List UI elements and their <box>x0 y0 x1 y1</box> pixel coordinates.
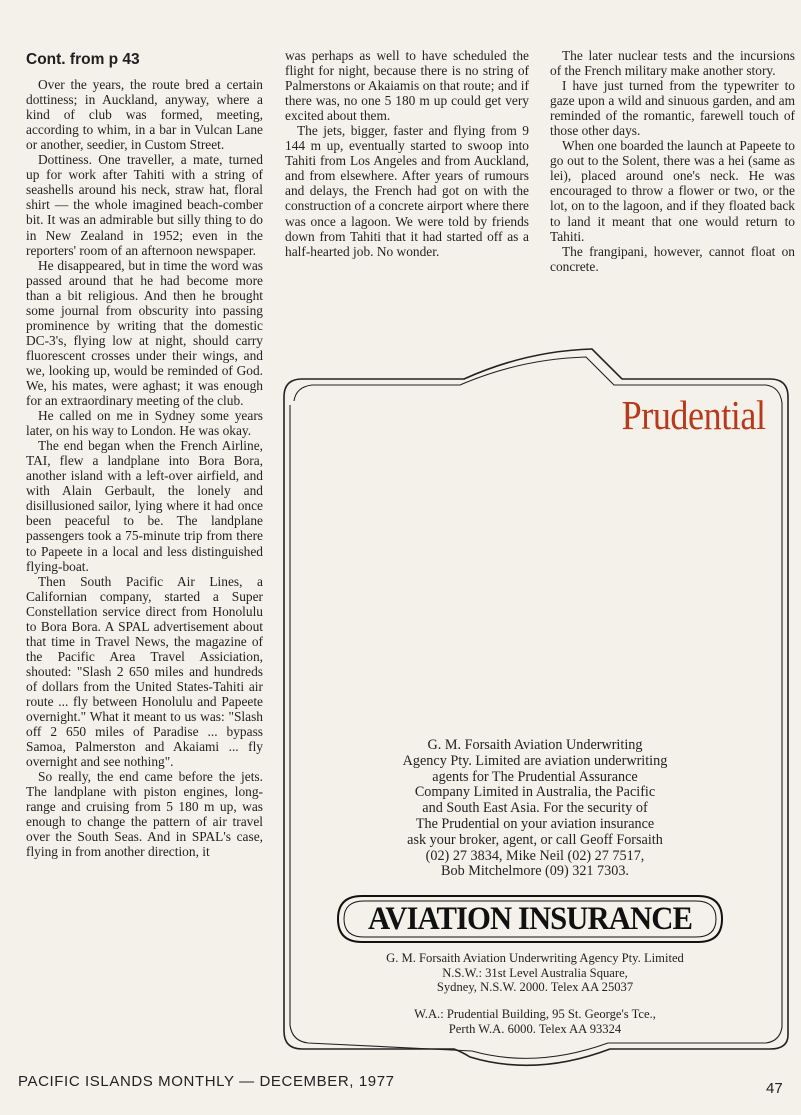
paragraph: I have just turned from the typewriter to gaze upon a wild and sinuous garden, and am reminded of the romantic, farewell touch of those other days. <box>550 78 795 139</box>
article-column-2 <box>285 48 529 259</box>
paragraph: was perhaps as well to have scheduled the flight for night, because there is no string of Palmerstons or Akaiamis on that route; and if there was, no one 5 180 m up could get very excited about them. <box>285 48 529 124</box>
paragraph: When one boarded the launch at Papeete to go out to the Solent, there was a hei (same as lei), placed around one's neck. He was encouraged to throw a flower or two, or the lot, on to the lagoon, and if they floated back to land it meant that one would return to Tahiti. <box>550 138 795 244</box>
address-line: G. M. Forsaith Aviation Underwriting Agency Pty. Limited <box>386 951 684 965</box>
paragraph: He disappeared, but in time the word was passed around that he had become more than a bit religious. And then he brought some journal from obscurity into passing prominence by writing that the domestic DC-3's, flying low at night, should carry fluorescent crosses under their wings, and we, looking up, would be reminded of God. We, his mates, were aghast; it was enough for an extraordinary meeting of the club. <box>26 257 263 409</box>
ad-address-nsw <box>304 951 766 995</box>
ad-body-line: Bob Mitchelmore (09) 321 7303. <box>441 863 629 880</box>
address-line: N.S.W.: 31st Level Australia Square, <box>442 965 628 980</box>
address-line: Perth W.A. 6000. Telex AA 93324 <box>448 1021 622 1036</box>
continuation-heading: Cont. from p 43 <box>26 51 140 68</box>
article-column-3 <box>550 48 795 274</box>
paragraph: Over the years, the route bred a certain dottiness; in Auckland, anyway, where a kind of club was formed, meeting, according to whim, in a bar in Vulcan Lane or another, seedier, in Custom Street. <box>26 77 263 153</box>
banner-title: AVIATION INSURANCE <box>367 901 693 937</box>
page-number: 47 <box>766 1080 783 1097</box>
ad-body-line: and South East Asia. For the security of <box>422 800 648 817</box>
paragraph: The end began when the French Airline, TAI, flew a landplane into Bora Bora, another island with a left-over airfield, and with Alain Gerbault, the lonely and disillusioned sailor, lying where it had once been peaceful to be. The landplane passengers took a 75-minute trip from there to Papeete in a local and less distinguished flying-boat. <box>26 438 263 574</box>
ad-body-line: The Prudential on your aviation insurance <box>415 815 655 832</box>
ad-body-line: Company Limited in Australia, the Pacific <box>414 784 656 801</box>
article-column-1 <box>26 48 263 859</box>
paragraph: The later nuclear tests and the incursions of the French military make another story. <box>550 48 795 79</box>
ad-body-line: Agency Pty. Limited are aviation underwriting <box>402 752 668 769</box>
address-line: W.A.: Prudential Building, 95 St. George's Tce., <box>414 1007 656 1021</box>
ad-body-line: agents for The Prudential Assurance <box>432 768 638 785</box>
ad-body-line: (02) 27 3834, Mike Neil (02) 27 7517, <box>425 847 645 864</box>
paragraph: So really, the end came before the jets. The landplane with piston engines, long-range and cruising from 5 180 m up, was enough to change the pattern of air travel over the South Seas. And in SPAL's case, flying in from another direction, it <box>26 769 263 860</box>
paragraph: Then South Pacific Air Lines, a Californian company, started a Super Constellation service direct from Honolulu to Bora Bora. A SPAL advertisement about that time in Travel News, the magazine of the Pacific Area Travel Assiciation, shouted: "Slash 2 650 miles and hundreds of dollars from the United States-Tahiti air route ... fly between Honolulu and Papeete overnight." What it meant to us was: "Slash off 2 650 miles of Paradise ... bypass Samoa, Palmerston and Akaiami ... fly overnight and see nothing". <box>26 573 263 770</box>
paragraph: He called on me in Sydney some years later, on his way to London. He was okay. <box>26 408 263 439</box>
paragraph: Dottiness. One traveller, a mate, turned up for work after Tahiti with a string of seashells around his neck, straw hat, floral shirt — the whole imagined beach-comber bit. It was an admirable but silly thing to do in New Zealand in 1952; even in the reporters' room of an afternoon newspaper. <box>26 152 263 258</box>
paragraph: The frangipani, however, cannot float on concrete. <box>550 243 795 274</box>
prudential-logo: Prudential <box>622 392 766 438</box>
ad-address-wa <box>304 1007 766 1036</box>
ad-body-text <box>304 738 766 880</box>
address-line: Sydney, N.S.W. 2000. Telex AA 25037 <box>436 980 634 994</box>
ad-body-line: G. M. Forsaith Aviation Underwriting <box>427 737 643 753</box>
paragraph: The jets, bigger, faster and flying from 9 144 m up, eventually started to swoop into Tahiti from Los Angeles and from Auckland, and from elsewhere. After years of rumours and delays, the French had got on with the construction of a concrete airport where there was once a lagoon. We were told by friends down from Tahiti that it had started off as a half-hearted job. No wonder. <box>285 123 529 259</box>
ad-body-line: ask your broker, agent, or call Geoff Forsaith <box>407 831 663 848</box>
aviation-insurance-banner <box>336 893 724 945</box>
publication-footer: PACIFIC ISLANDS MONTHLY — DECEMBER, 1977 <box>18 1073 395 1090</box>
prudential-advertisement <box>274 345 796 1083</box>
